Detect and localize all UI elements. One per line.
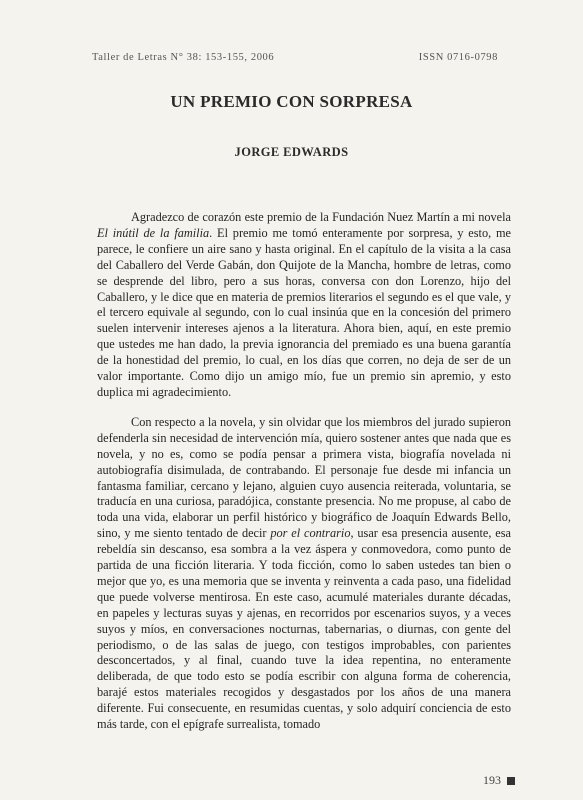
running-header	[92, 52, 498, 63]
article-author: JORGE EDWARDS	[234, 145, 349, 159]
paragraph-text: . El premio me tomó enteramente por sorpresa, y esto, me parece, le confiere un aire sano y hasta original. En el capítulo de la visita a la casa del Caballero del Verde Gabán, don Quijote de la Mancha, hombre de letras, como se desprende del libro, pero a sus horas, conversa con don Lorenzo, hijo del Caballero, y le dice que en materia de premios literarios el segundo es el que vale, y el tercero equivale al segundo, con lo cual insinúa que en la concesión del primero suelen intervenir intereses ajenos a la literatura. Ahora bien, aquí, en este premio que ustedes me han dado, la previa ignorancia del premiado es una buena garantía de la honestidad del premio, lo cual, en los días que corren, no deja de ser de un valor importante. Como dijo un amigo mío, fue un premio sin apremio, y esto duplica mi agradecimiento.	[97, 225, 512, 399]
italic-text: por el contrario	[270, 526, 351, 541]
journal-citation: Taller de Letras N° 38: 153-155, 2006	[92, 52, 275, 63]
page-number: 193	[483, 773, 501, 787]
body-paragraph	[97, 210, 511, 401]
italic-text: El inútil de la familia	[97, 225, 210, 240]
paragraph-text: Con respecto a la novela, y sin olvidar que los miembros del jurado supieron defenderla sin necesidad de intervención mía, quiero sostener antes que nada que es novela, y no es, como se podía pensar a primera vista, biografía novelada ni autobiografía disimulada, de contrabando. El personaje fue desde mi infancia un fantasma familiar, cercano y lejano, alguien cuyo ausencia reiterada, voluntaria, se traducía en una curiosa, paradójica, constante presencia. No me propuse, al cabo de toda una vida, elaborar un perfil histórico y biográfico de Joaquín Edwards Bello, sino, y me siento tentado de decir	[97, 414, 511, 541]
article-title: UN PREMIO CON SORPRESA	[170, 92, 413, 111]
article-body	[97, 210, 511, 733]
paragraph-text: , usar esa presencia ausente, esa rebeldía sin descanso, esa sombra a la vez áspera y conmovedora, como punto de partida de una ficción literaria. Y toda ficción, como lo saben ustedes tan bien o mejor que yo, es una memoria que se inventa y reinventa a cada paso, una fidelidad que puede volverse mentirosa. En este caso, acumulé materiales durante décadas, en papeles y lecturas suyas y ajenas, en recorridos por escenarios suyos, y a veces suyos y míos, en conversaciones nocturnas, tabernarias, o diurnas, con gente del periodismo, o de las salas de juego, con testigos improbables, con parientes desconcertados, y al final, cuando tuve la idea repentina, no enteramente deliberada, de que todo esto se podía escribir con alguna forma de coherencia, barajé estos materiales recogidos y desgastados por los años de una manera diferente. Fui consecuente, en resumidas cuentas, y solo adquirí conciencia de esto más tarde, con el epígrafe surrealista, tomado	[97, 526, 511, 732]
body-paragraph	[97, 415, 511, 733]
issn: ISSN 0716-0798	[418, 52, 498, 63]
paragraph-text: Agradezco de corazón este premio de la Fundación Nuez Martín a mi novela	[131, 210, 511, 224]
page-footer	[483, 773, 515, 788]
square-mark-icon	[507, 777, 515, 785]
